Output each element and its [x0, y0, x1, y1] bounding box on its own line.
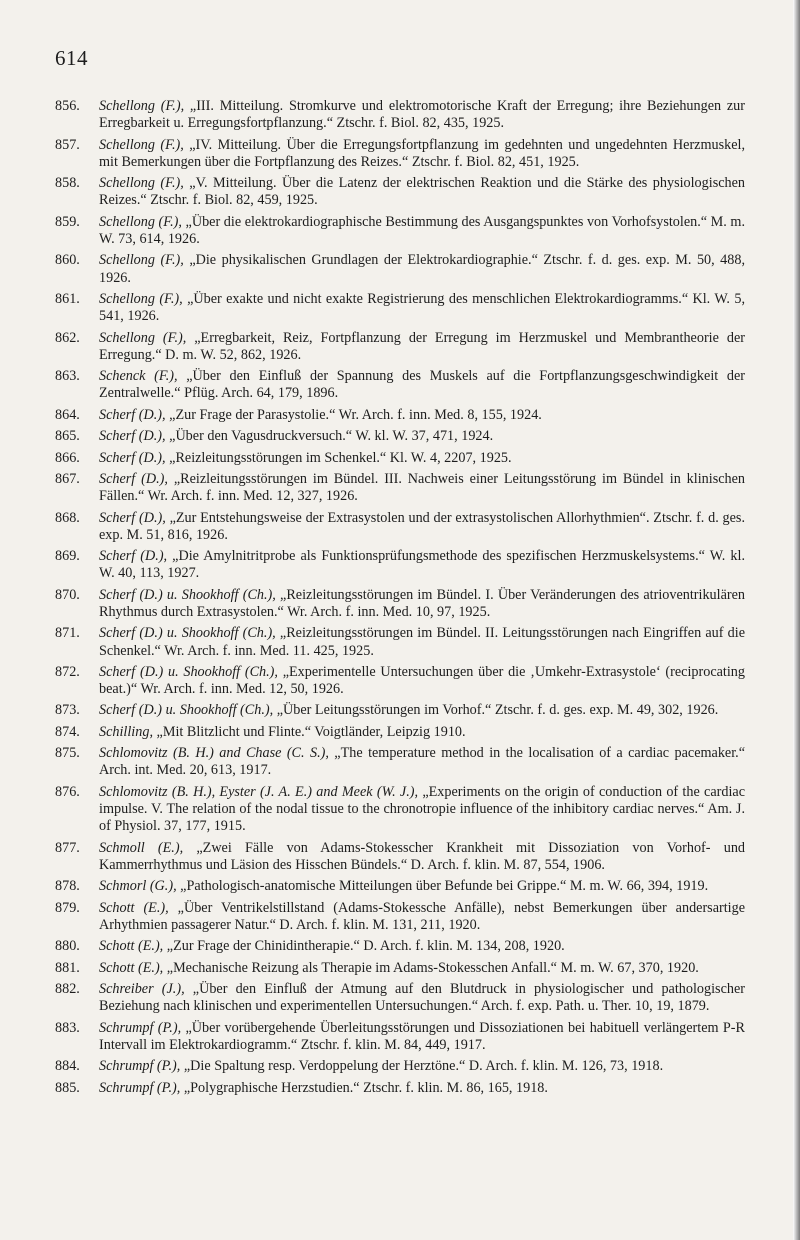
reference-entry [55, 428, 745, 445]
reference-text: „Zwei Fälle von Adams-Stokesscher Krankheit mit Dissoziation von Vorhof- und Kammerrhythmus und Läsion des Hisschen Bündels.“ D. Arch. f. klin. M. 87, 554, 1906. [99, 839, 746, 873]
reference-author: Schellong (F.), [99, 252, 184, 269]
reference-number: 873. [55, 702, 80, 719]
reference-text: „Über den Vagusdruckversuch.“ W. kl. W. 37, 471, 1924. [165, 428, 494, 445]
reference-number: 875. [55, 745, 80, 762]
reference-author: Schellong (F.), [99, 136, 184, 153]
reference-number: 880. [55, 938, 80, 955]
reference-number: 857. [55, 136, 80, 153]
reference-author: Schilling, [99, 723, 153, 740]
reference-author: Schellong (F.), [99, 213, 182, 230]
reference-text: „III. Mitteilung. Stromkurve und elektromotorische Kraft der Erregung; ihre Beziehungen zur Erregbarkeit u. Erregungsfortpflanzung.“ Ztschr. f. Biol. 82, 435, 1925. [99, 98, 745, 132]
reference-number: 856. [55, 98, 80, 114]
reference-entry [55, 407, 745, 424]
reference-author: Schreiber (J.), [99, 981, 185, 998]
reference-number: 864. [55, 406, 80, 423]
reference-list [55, 98, 745, 1101]
reference-text: „Zur Entstehungsweise der Extrasystolen und der extrasystolischen Allorhythmien“. Ztschr. f. d. ges. exp. M. 51, 816, 1926. [99, 509, 745, 543]
reference-entry [55, 450, 745, 467]
reference-author: Schrumpf (P.), [99, 1058, 181, 1075]
reference-text: „Erregbarkeit, Reiz, Fortpflanzung der Erregung im Herzmuskel und Membrantheorie der Erregung.“ D. m. W. 52, 862, 1926. [99, 329, 745, 363]
reference-text: „Pathologisch-anatomische Mitteilungen über Befunde bei Grippe.“ M. m. W. 66, 394, 1919. [176, 878, 709, 895]
reference-author: Schellong (F.), [99, 98, 185, 114]
reference-text: „Über exakte und nicht exakte Registrierung des menschlichen Elektrokardiogramms.“ Kl. W. 5, 541, 1926. [99, 290, 745, 325]
reference-entry [55, 98, 745, 132]
reference-number: 867. [55, 470, 80, 487]
reference-text: „Mit Blitzlicht und Flinte.“ Voigtländer, Leipzig 1910. [153, 723, 466, 740]
reference-author: Scherf (D.), [99, 470, 168, 487]
reference-entry [55, 1058, 745, 1075]
reference-text: „The temperature method in the localisation of a cardiac pacemaker.“ Arch. int. Med. 20, 613, 1917. [99, 745, 745, 779]
reference-number: 877. [55, 839, 80, 856]
reference-entry [55, 938, 745, 955]
reference-number: 869. [55, 548, 80, 565]
reference-text: „Über Ventrikelstillstand (Adams-Stokessche Anfälle), nebst Bemerkungen über andersartige Arhythmien passagerer Natur.“ D. Arch. f. klin. M. 131, 211, 1920. [99, 899, 745, 933]
reference-entry [55, 784, 745, 836]
reference-entry [55, 175, 745, 209]
reference-number: 884. [55, 1058, 80, 1075]
reference-text: „IV. Mitteilung. Über die Erregungsfortpflanzung im gedehnten und ungedehnten Herzmuskel, mit Bemerkungen über die Fortpflanzung des Reizes.“ Ztschr. f. Biol. 82, 451, 1925. [99, 136, 746, 170]
reference-author: Schlomovitz (B. H.) and Chase (C. S.), [99, 745, 329, 762]
reference-entry [55, 137, 745, 171]
reference-number: 872. [55, 663, 80, 680]
reference-number: 881. [55, 959, 80, 976]
reference-text: „Zur Frage der Parasystolie.“ Wr. Arch. f. inn. Med. 8, 155, 1924. [165, 406, 542, 423]
reference-text: „Reizleitungsstörungen im Bündel. I. Über Veränderungen des atrioventrikulären Rhythmus durch Extrasystolen.“ Wr. Arch. f. inn. Med. 10, 97, 1925. [99, 586, 745, 620]
reference-author: Schenck (F.), [99, 368, 178, 385]
reference-author: Scherf (D.) u. Shookhoff (Ch.), [99, 586, 276, 603]
reference-entry [55, 702, 745, 719]
reference-author: Schellong (F.), [99, 175, 184, 192]
reference-text: „Über vorübergehende Überleitungsstörungen und Dissoziationen bei habituell verlängertem P-R Intervall im Elektrokardiogramm.“ Ztschr. f. klin. M. 84, 449, 1917. [99, 1019, 745, 1053]
reference-entry [55, 510, 745, 544]
reference-author: Scherf (D.), [99, 548, 168, 565]
reference-number: 871. [55, 625, 80, 642]
reference-number: 883. [55, 1019, 80, 1036]
reference-text: „Mechanische Reizung als Therapie im Adams-Stokesschen Anfall.“ M. m. W. 67, 370, 1920. [163, 959, 699, 976]
reference-author: Schellong (F.), [99, 329, 187, 346]
reference-entry [55, 368, 745, 402]
reference-number: 859. [55, 213, 80, 230]
reference-entry [55, 548, 745, 582]
reference-author: Scherf (D.), [99, 509, 166, 526]
reference-author: Scherf (D.) u. Shookhoff (Ch.), [99, 702, 274, 719]
reference-text: „Über die elektrokardiographische Bestimmung des Ausgangspunktes von Vorhofsystolen.“ M. m. W. 73, 614, 1926. [99, 213, 746, 247]
reference-text: „Reizleitungsstörungen im Schenkel.“ Kl. W. 4, 2207, 1925. [165, 449, 512, 466]
reference-number: 858. [55, 175, 80, 192]
reference-author: Scherf (D.), [99, 406, 166, 423]
reference-author: Scherf (D.), [99, 428, 166, 445]
reference-author: Schott (E.), [99, 899, 169, 916]
reference-text: „Die physikalischen Grundlagen der Elektrokardiographie.“ Ztschr. f. d. ges. exp. M. 50, 488, 1926. [99, 252, 746, 286]
reference-entry [55, 291, 745, 325]
reference-entry [55, 664, 745, 698]
reference-number: 863. [55, 368, 80, 385]
reference-author: Scherf (D.), [99, 449, 166, 466]
reference-author: Schellong (F.), [99, 290, 183, 307]
reference-number: 861. [55, 290, 80, 307]
reference-text: „Experimentelle Untersuchungen über die ‚Umkehr-Extrasystole‘ (reciprocating beat.)“ Wr. Arch. f. inn. Med. 12, 50, 1926. [99, 663, 745, 698]
reference-entry [55, 840, 745, 874]
reference-text: „Reizleitungsstörungen im Bündel. III. Nachweis einer Leitungsstörung im Bündel in klinischen Fällen.“ Wr. Arch. f. inn. Med. 12, 327, 1926. [99, 470, 745, 505]
reference-entry [55, 878, 745, 895]
reference-text: „Über den Einfluß der Atmung auf den Blutdruck in physiologischer und pathologischer Beziehung nach klinischen und experimentellen Untersuchungen.“ Arch. f. exp. Path. u. Ther. 10, 19, 1879. [99, 981, 745, 1015]
page-edge-shadow [793, 0, 800, 1240]
reference-number: 879. [55, 899, 80, 916]
reference-text: „Die Amylnitritprobe als Funktionsprüfungsmethode des spezifischen Herzmuskelsystems.“ W. kl. W. 40, 113, 1927. [99, 548, 745, 582]
reference-number: 860. [55, 252, 80, 269]
reference-author: Schott (E.), [99, 938, 164, 955]
reference-number: 862. [55, 329, 80, 346]
reference-entry [55, 981, 745, 1015]
reference-number: 865. [55, 428, 80, 445]
reference-text: „Zur Frage der Chinidintherapie.“ D. Arch. f. klin. M. 134, 208, 1920. [163, 938, 565, 955]
reference-text: „Über den Einfluß der Spannung des Muskels auf die Fortpflanzungsgeschwindigkeit der Zentralwelle.“ Pflüg. Arch. 64, 179, 1896. [99, 368, 745, 402]
reference-author: Schmorl (G.), [99, 878, 177, 895]
reference-text: „Experiments on the origin of conduction of the cardiac impulse. V. The relation of the nodal tissue to the chronotropie influence of the inhibitory cardiac nerves.“ Am. J. of Physiol. 37, 177, 1915. [99, 783, 746, 835]
reference-number: 868. [55, 509, 80, 526]
reference-author: Schlomovitz (B. H.), Eyster (J. A. E.) and Meek (W. J.), [99, 783, 419, 800]
reference-number: 878. [55, 878, 80, 895]
reference-text: „Über Leitungsstörungen im Vorhof.“ Ztschr. f. d. ges. exp. M. 49, 302, 1926. [273, 702, 719, 719]
reference-entry [55, 252, 745, 286]
reference-entry [55, 960, 745, 977]
reference-entry [55, 1020, 745, 1054]
reference-text: „V. Mitteilung. Über die Latenz der elektrischen Reaktion und die Stärke des physiologischen Reizes.“ Ztschr. f. Biol. 82, 459, 1925. [99, 175, 745, 209]
reference-number: 882. [55, 981, 80, 998]
reference-number: 876. [55, 783, 80, 800]
reference-number: 874. [55, 723, 80, 740]
reference-entry [55, 745, 745, 779]
page-number: 614 [55, 46, 88, 70]
reference-entry [55, 330, 745, 364]
reference-author: Schott (E.), [99, 959, 164, 976]
reference-entry [55, 471, 745, 505]
reference-number: 866. [55, 449, 80, 466]
reference-number: 885. [55, 1079, 80, 1096]
reference-text: „Reizleitungsstörungen im Bündel. II. Leitungsstörungen nach Eingriffen auf die Schenkel.“ Wr. Arch. f. inn. Med. 11. 425, 1925. [99, 625, 745, 659]
reference-entry [55, 900, 745, 934]
reference-entry [55, 724, 745, 741]
reference-author: Scherf (D.) u. Shookhoff (Ch.), [99, 663, 278, 680]
reference-text: „Polygraphische Herzstudien.“ Ztschr. f. klin. M. 86, 165, 1918. [180, 1079, 548, 1096]
reference-entry [55, 587, 745, 621]
reference-author: Schmoll (E.), [99, 839, 184, 856]
reference-number: 870. [55, 586, 80, 603]
reference-author: Scherf (D.) u. Shookhoff (Ch.), [99, 625, 276, 642]
reference-entry [55, 214, 745, 248]
reference-entry [55, 1080, 745, 1097]
reference-text: „Die Spaltung resp. Verdoppelung der Herztöne.“ D. Arch. f. klin. M. 126, 73, 1918. [180, 1058, 664, 1075]
reference-entry [55, 625, 745, 659]
reference-author: Schrumpf (P.), [99, 1079, 181, 1096]
reference-author: Schrumpf (P.), [99, 1019, 182, 1036]
